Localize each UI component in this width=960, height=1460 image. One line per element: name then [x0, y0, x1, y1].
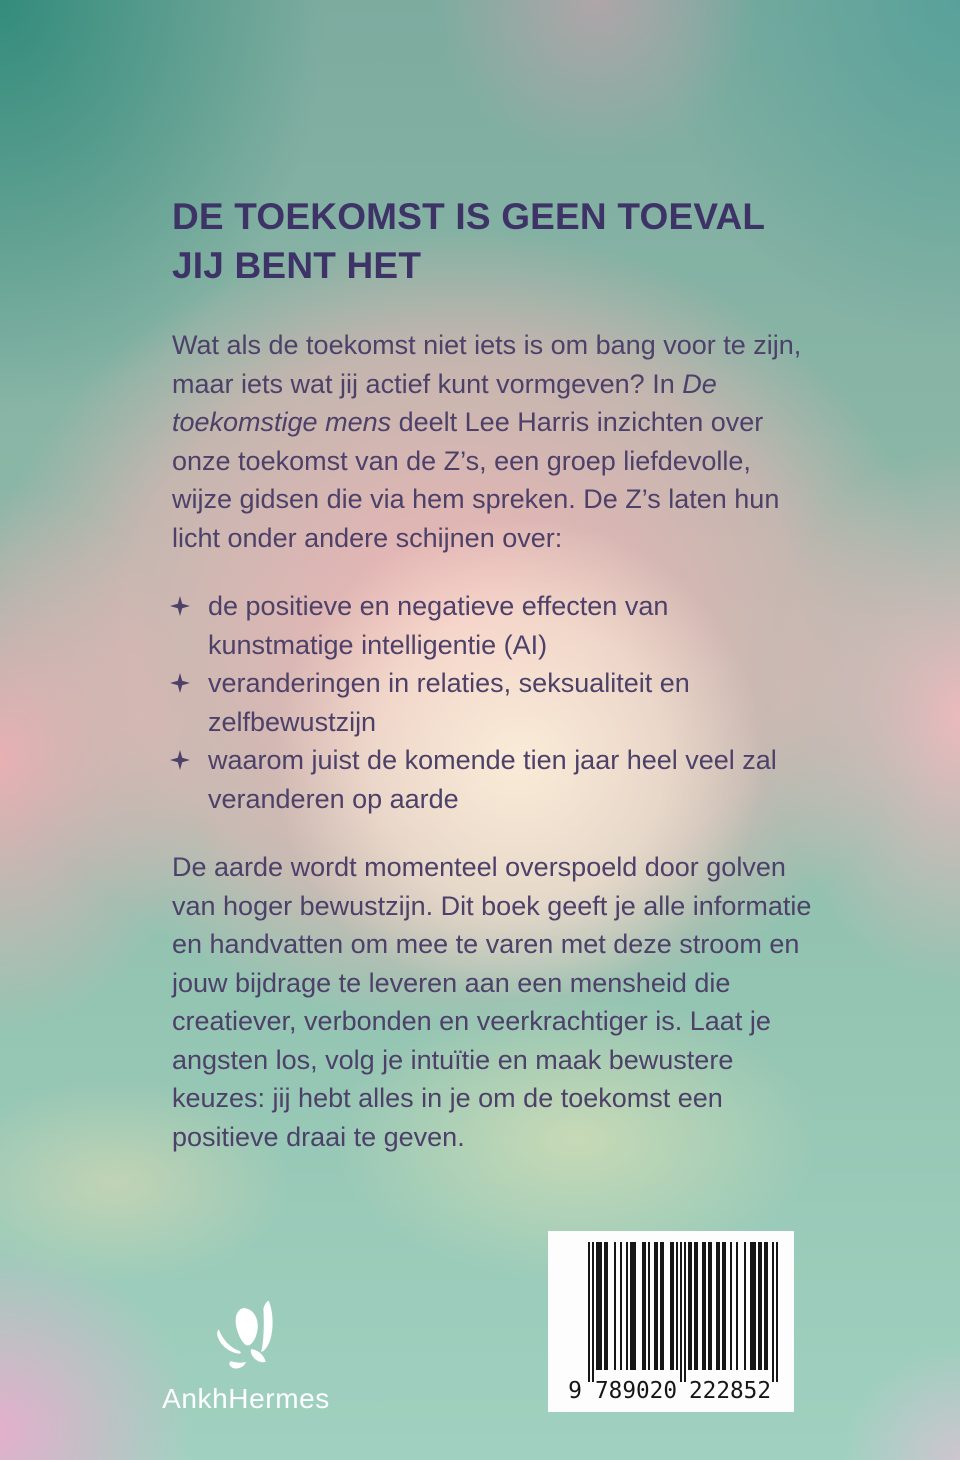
list-item: [172, 741, 812, 818]
svg-text:9: 9: [568, 1378, 582, 1404]
publisher-block: [160, 1297, 332, 1415]
list-item: [172, 587, 812, 664]
list-item-text: waarom juist de komende tien jaar heel veel zal veranderen op aarde: [208, 745, 777, 814]
four-pointed-star-icon: [170, 673, 190, 693]
four-pointed-star-icon: [170, 596, 190, 616]
outro-paragraph: De aarde wordt momenteel overspoeld door golven van hoger bewustzijn. Dit boek geeft je alle informatie en handvatten om mee te varen met deze stroom en jouw bijdrage te leveren aan een mensheid die creatiever, verbonden en veerkrachtiger is. Laat je angsten los, volg je intuïtie en maak bewustere keuzes: jij hebt alles in je om de toekomst een positieve draai te geven.: [172, 852, 812, 1152]
tagline-line-1: DE TOEKOMST IS GEEN TOEVAL: [172, 196, 766, 237]
svg-text:789020: 789020: [595, 1378, 677, 1404]
tagline-heading: [172, 193, 832, 291]
intro-text-before: Wat als de toekomst niet iets is om bang voor te zijn, maar iets wat jij actief kunt vormgeven? In: [172, 330, 802, 399]
intro-paragraph: [172, 326, 812, 557]
topics-list: [172, 587, 812, 818]
publisher-name: AnkhHermes: [162, 1383, 330, 1414]
book-title-italic: De toekomstige mens: [172, 368, 717, 437]
barcode-svg: [559, 1238, 783, 1404]
barcode: [548, 1231, 794, 1412]
ankh-logo-icon: [212, 1297, 280, 1377]
list-item-text: de positieve en negatieve effecten van kunstmatige intelligentie (AI): [208, 591, 669, 660]
blurb-text-block: [172, 326, 812, 1156]
tagline-line-2: JIJ BENT HET: [172, 244, 422, 286]
intro-text-after: deelt Lee Harris inzichten over onze toekomst van de Z’s, een groep liefdevolle, wijze gidsen die via hem spreken. De Z’s laten hun licht onder andere schijnen over:: [172, 407, 780, 553]
list-item: [172, 664, 812, 741]
four-pointed-star-icon: [170, 750, 190, 770]
svg-text:222852: 222852: [689, 1378, 771, 1404]
list-item-text: veranderingen in relaties, seksualiteit en zelfbewustzijn: [208, 668, 690, 737]
